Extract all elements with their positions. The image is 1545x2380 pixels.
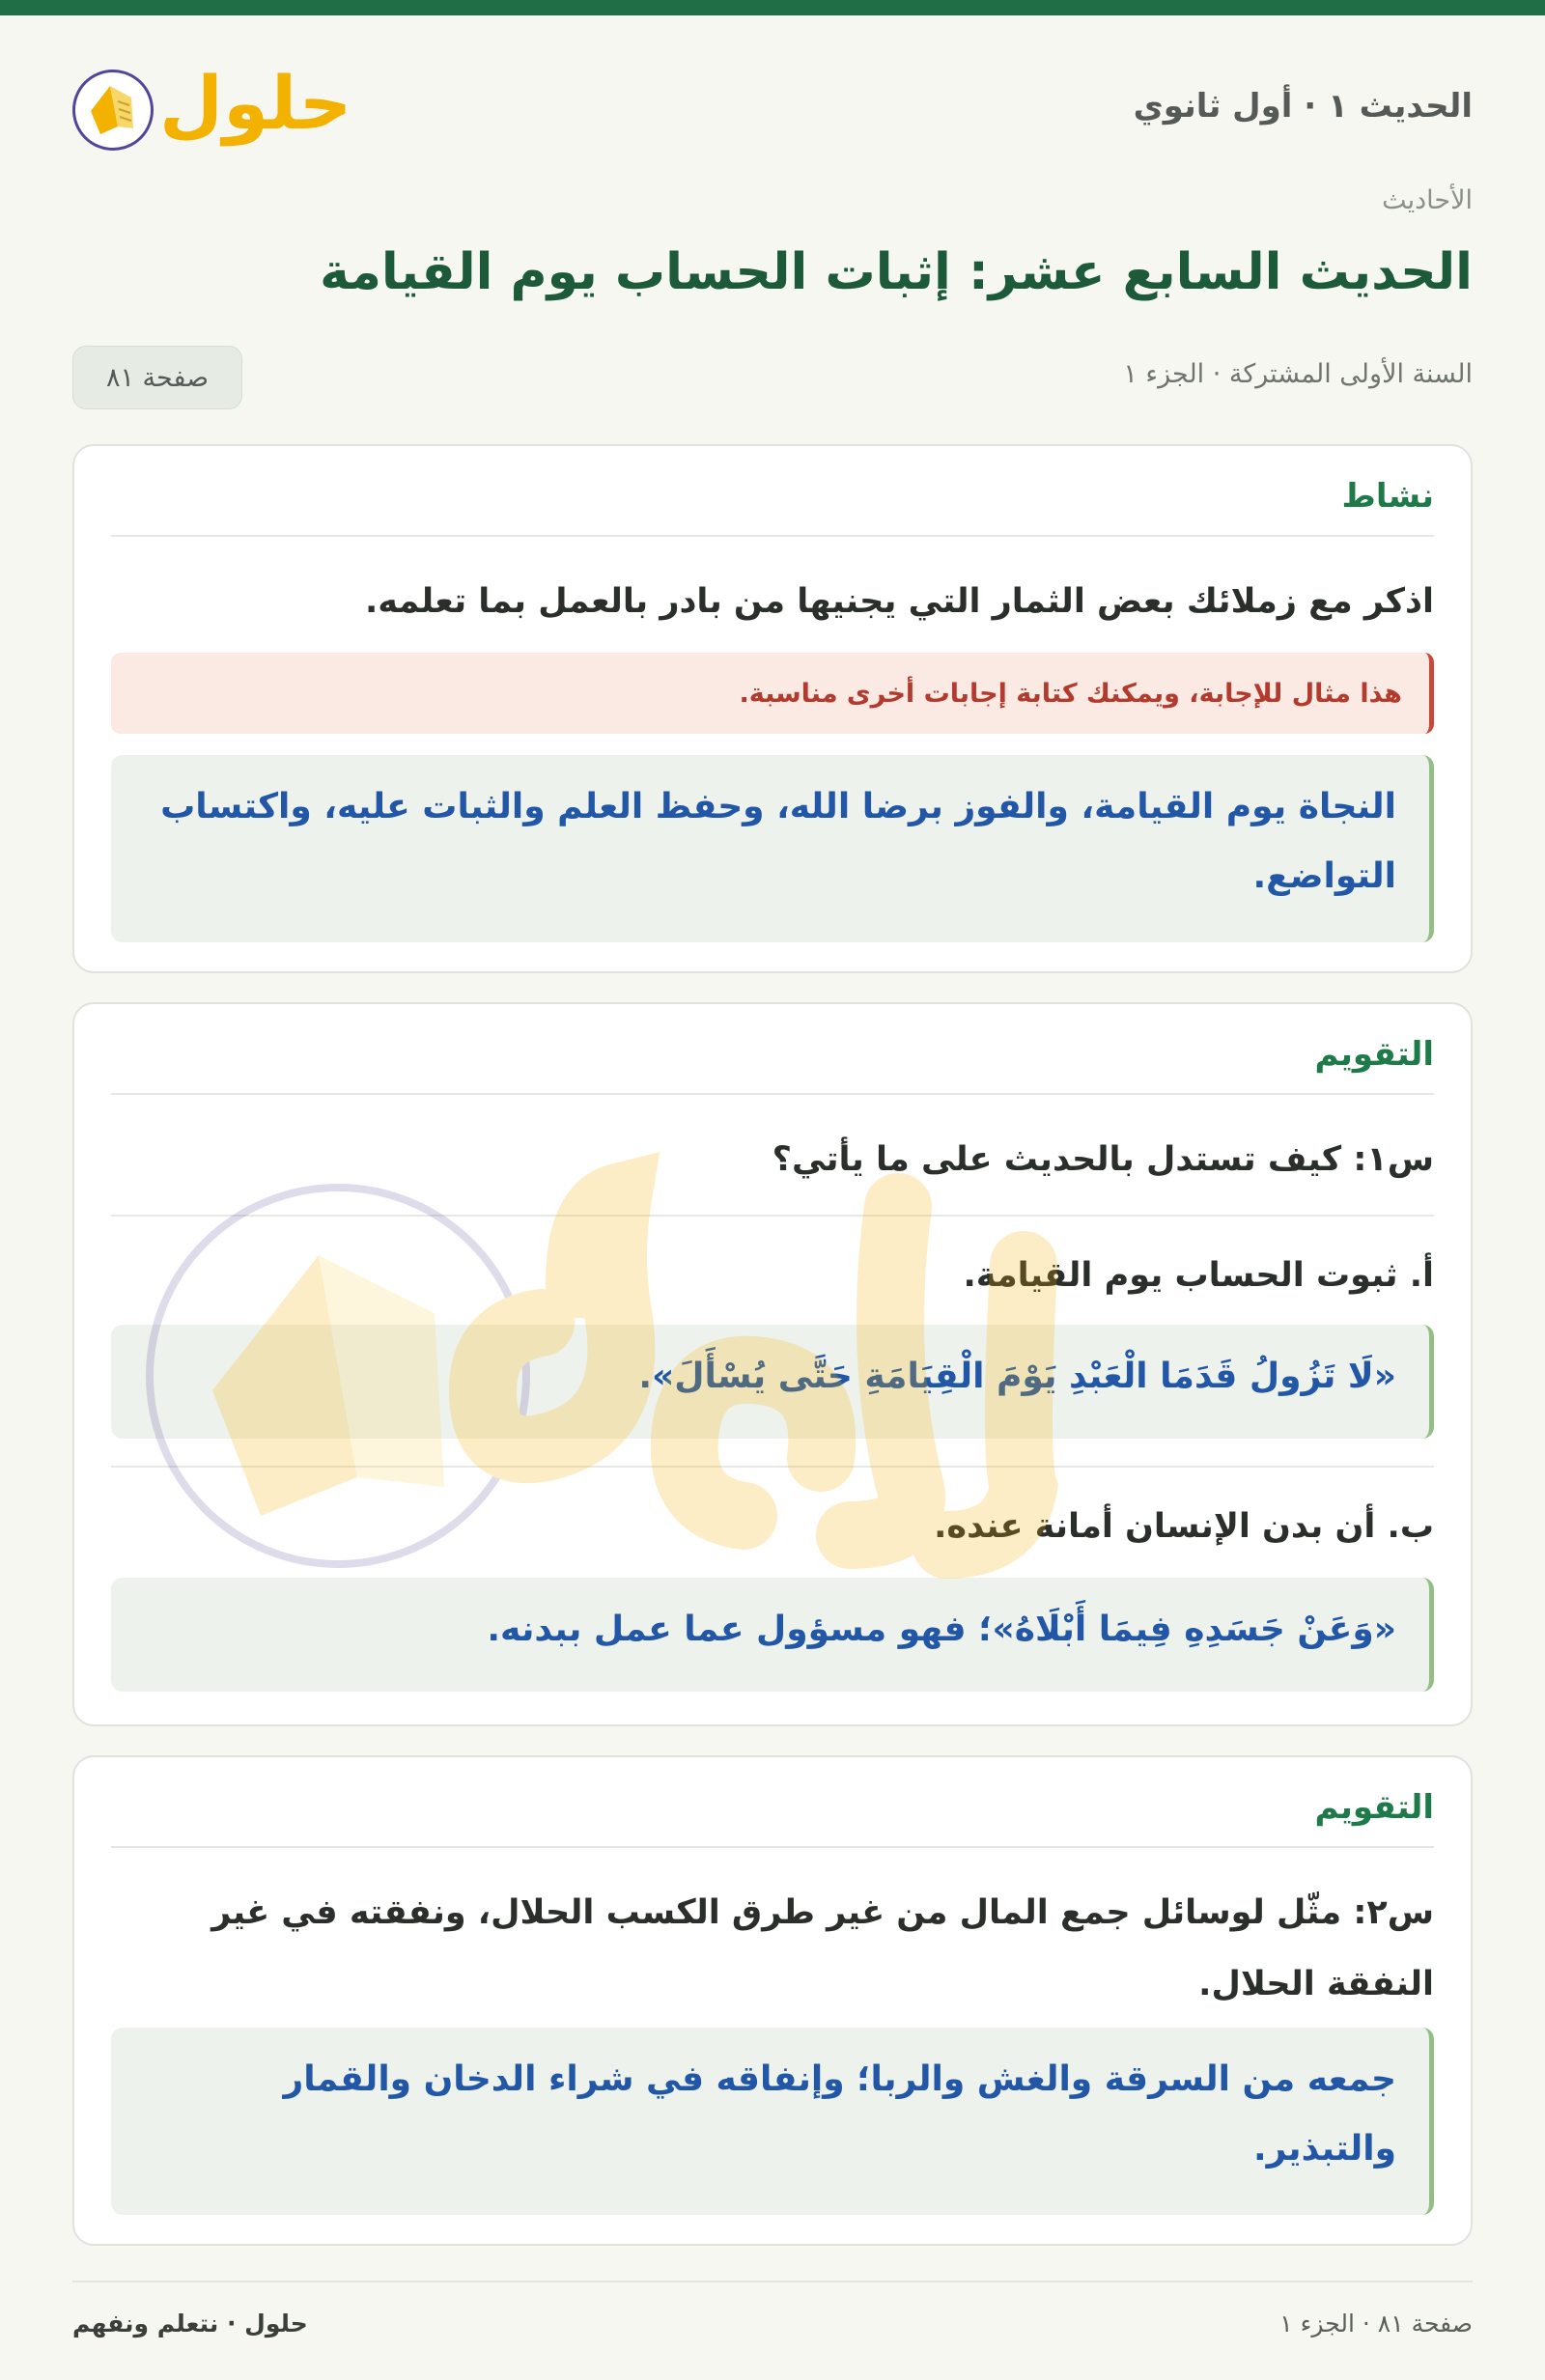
card-heading-label: التقويم xyxy=(1314,1035,1434,1074)
card-heading-label: نشاط xyxy=(1341,477,1434,516)
evaluation-card-q1 xyxy=(72,1002,1473,1726)
answer-1-item-a: «لَا تَزُولُ قَدَمَا الْعَبْدِ يَوْمَ الْقِيَامَةِ حَتَّى يُسْأَلَ». xyxy=(111,1325,1434,1439)
question-1-item-a: أ. ثبوت الحساب يوم القيامة. xyxy=(963,1256,1434,1295)
logo-emblem-icon xyxy=(72,70,154,151)
card-heading xyxy=(111,1035,1434,1095)
answer-1-item-b: «وَعَنْ جَسَدِهِ فِيمَا أَبْلَاهُ»؛ فهو مسؤول عما عمل ببدنه. xyxy=(111,1578,1434,1692)
card-heading-label: التقويم xyxy=(1314,1788,1434,1827)
divider xyxy=(111,1466,1434,1468)
divider xyxy=(111,1215,1434,1217)
question-1: س١: كيف تستدل بالحديث على ما يأتي؟ xyxy=(772,1140,1434,1179)
logo-wordmark: حلول xyxy=(159,60,352,146)
footer-divider xyxy=(72,2281,1473,2282)
header-title: الحديث ١ · أول ثانوي xyxy=(1133,87,1473,126)
footer-page-info: صفحة ٨١ · الجزء ١ xyxy=(1279,2310,1473,2338)
breadcrumb-section[interactable]: الأحاديث xyxy=(1382,185,1473,215)
page-title: الحديث السابع عشر: إثبات الحساب يوم القيامة xyxy=(320,243,1473,301)
evaluation-card-q2 xyxy=(72,1755,1473,2246)
activity-answer: النجاة يوم القيامة، والفوز برضا الله، وحفظ العلم والثبات عليه، واكتساب التواضع. xyxy=(111,755,1434,942)
sample-answer-note: هذا مثال للإجابة، ويمكنك كتابة إجابات أخرى مناسبة. xyxy=(111,653,1434,734)
top-accent-bar xyxy=(0,0,1545,15)
card-heading xyxy=(111,1788,1434,1848)
question-2: س٢: مثّل لوسائل جمع المال من غير طرق الكسب الحلال، ونفقته في غير النفقة الحلال. xyxy=(211,1893,1434,2003)
page-subtitle: السنة الأولى المشتركة · الجزء ١ xyxy=(1123,359,1473,389)
footer-brand[interactable]: حلول · نتعلم ونفهم xyxy=(72,2310,308,2338)
question-1-item-b: ب. أن بدن الإنسان أمانة عنده. xyxy=(934,1507,1434,1546)
page-header xyxy=(72,60,1473,153)
hulool-logo[interactable] xyxy=(72,60,352,153)
activity-question: اذكر مع زملائك بعض الثمار التي يجنيها من بادر بالعمل بما تعلمه. xyxy=(364,582,1434,621)
answer-2: جمعه من السرقة والغش والربا؛ وإنفاقه في شراء الدخان والقمار والتبذير. xyxy=(111,2028,1434,2215)
activity-card xyxy=(72,444,1473,973)
card-heading xyxy=(111,477,1434,537)
page-number-badge: صفحة ٨١ xyxy=(72,346,242,409)
